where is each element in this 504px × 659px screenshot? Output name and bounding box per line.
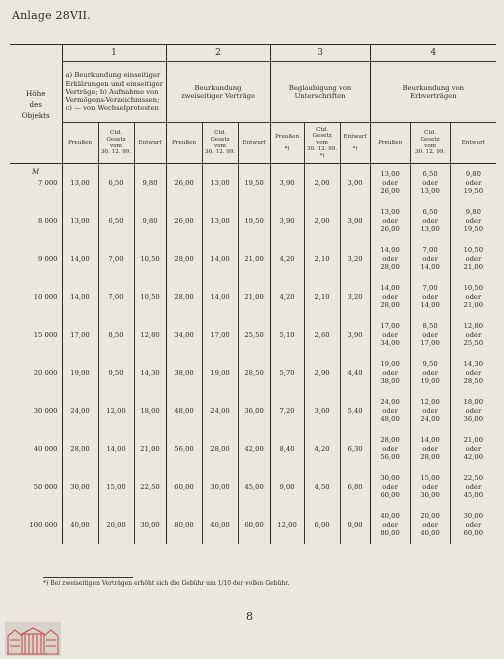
value-single: 13,00 bbox=[380, 208, 400, 217]
sub-preussen: Preußen bbox=[62, 123, 98, 164]
table-cell: 17,00 bbox=[202, 316, 238, 354]
table-cell: 2,10 bbox=[304, 278, 340, 316]
table-row bbox=[10, 354, 496, 392]
value-double: 19,00 bbox=[420, 377, 440, 386]
value-single: 9,80 bbox=[465, 170, 481, 179]
table-cell-stacked bbox=[410, 506, 450, 544]
value-double: 24,00 bbox=[420, 415, 440, 424]
table-cell: 17,00 bbox=[62, 316, 98, 354]
table-cell: 14,00 bbox=[62, 278, 98, 316]
row-hoehe: 20 000 bbox=[33, 369, 58, 377]
oder-word: oder bbox=[465, 330, 482, 339]
value-double: 38,00 bbox=[380, 377, 400, 386]
value-single: 28,00 bbox=[380, 436, 400, 445]
table-cell-stacked bbox=[370, 202, 410, 240]
table-cell: 12,80 bbox=[134, 316, 166, 354]
table-cell: 6,80 bbox=[340, 468, 370, 506]
col-number-1: 1 bbox=[62, 45, 166, 62]
table-row bbox=[10, 278, 496, 316]
oder-word: oder bbox=[422, 482, 438, 491]
table-cell: 40,00 bbox=[202, 506, 238, 544]
table-cell: 7,20 bbox=[270, 392, 304, 430]
unit-label: M bbox=[32, 168, 40, 176]
table-cell-stacked bbox=[370, 430, 410, 468]
value-double: 28,00 bbox=[380, 263, 400, 272]
table-cell-stacked bbox=[450, 316, 496, 354]
oder-word: oder bbox=[465, 216, 482, 225]
table-cell: 21,00 bbox=[134, 430, 166, 468]
col-number-4: 4 bbox=[370, 45, 496, 62]
oder-word: oder bbox=[382, 406, 398, 415]
oder-word: oder bbox=[422, 520, 438, 529]
value-double: 17,00 bbox=[420, 339, 440, 348]
table-cell: 12,00 bbox=[270, 506, 304, 544]
value-single: 7,00 bbox=[422, 246, 438, 255]
oder-word: oder bbox=[465, 444, 482, 453]
table-cell-stacked bbox=[370, 164, 410, 203]
sub-entwurf: Entwurf bbox=[450, 123, 496, 164]
value-double: 28,00 bbox=[380, 301, 400, 310]
col-number-3: 3 bbox=[270, 45, 370, 62]
value-double: 21,00 bbox=[463, 301, 484, 310]
table-cell: 3,90 bbox=[340, 316, 370, 354]
table-cell: 13,00 bbox=[202, 202, 238, 240]
value-double: 14,00 bbox=[420, 263, 440, 272]
table-cell: 40,00 bbox=[62, 506, 98, 544]
oder-word: oder bbox=[465, 406, 482, 415]
footnote: *) Bei zweiseitigen Verträgen erhöht sich die Gebühr um 1/10 der vollen Gebühr. bbox=[43, 580, 290, 587]
table-cell: 26,00 bbox=[166, 164, 202, 203]
table-cell: 14,30 bbox=[134, 354, 166, 392]
value-double: 60,00 bbox=[463, 529, 484, 538]
row-hoehe: 8 000 bbox=[38, 217, 58, 225]
value-single: 9,50 bbox=[422, 360, 438, 369]
table-row bbox=[10, 430, 496, 468]
value-double: 42,00 bbox=[463, 453, 484, 462]
table-cell: 34,00 bbox=[166, 316, 202, 354]
table-cell: 80,00 bbox=[166, 506, 202, 544]
value-double: 48,00 bbox=[380, 415, 400, 424]
value-single: 14,30 bbox=[463, 360, 484, 369]
stub-objekts: Objekts bbox=[21, 110, 50, 120]
table-cell: 45,00 bbox=[238, 468, 270, 506]
table-cell: 8,40 bbox=[270, 430, 304, 468]
table-cell: 22,50 bbox=[134, 468, 166, 506]
value-double: 14,00 bbox=[420, 301, 440, 310]
oder-word: oder bbox=[382, 254, 398, 263]
oder-word: oder bbox=[422, 444, 438, 453]
oder-word: oder bbox=[382, 216, 398, 225]
library-building-logo bbox=[5, 622, 61, 656]
table-cell: 6,50 bbox=[98, 202, 134, 240]
value-double: 36,00 bbox=[463, 415, 484, 424]
table-cell: 24,00 bbox=[62, 392, 98, 430]
oder-word: oder bbox=[422, 254, 438, 263]
table-cell: 3,00 bbox=[340, 202, 370, 240]
oder-word: oder bbox=[422, 178, 438, 187]
table-cell: 13,00 bbox=[62, 202, 98, 240]
table-cell-stacked bbox=[370, 316, 410, 354]
table-cell-stacked bbox=[370, 392, 410, 430]
sub-gesetz: Ctd. Gesetz vom 30. 12. 99. bbox=[98, 123, 134, 164]
sub-gesetz: Ctd. Gesetz vom 30. 12. 99. bbox=[410, 123, 450, 164]
value-double: 40,00 bbox=[420, 529, 440, 538]
value-single: 21,00 bbox=[463, 436, 484, 445]
table-cell: 13,00 bbox=[62, 164, 98, 203]
table-cell-stacked bbox=[410, 278, 450, 316]
value-single: 14,00 bbox=[380, 284, 400, 293]
table-cell: 19,50 bbox=[238, 202, 270, 240]
table-cell-stacked bbox=[410, 392, 450, 430]
value-single: 10,50 bbox=[463, 284, 484, 293]
value-single: 13,00 bbox=[380, 170, 400, 179]
table-cell: 2,60 bbox=[304, 316, 340, 354]
header-c3: Beglaubigung von Unterschriften bbox=[270, 62, 370, 123]
table-row bbox=[10, 316, 496, 354]
table-cell: 10,50 bbox=[134, 240, 166, 278]
table-cell: 2,10 bbox=[304, 240, 340, 278]
table-cell: 7,00 bbox=[98, 278, 134, 316]
oder-word: oder bbox=[382, 444, 398, 453]
table-cell: 5,70 bbox=[270, 354, 304, 392]
value-single: 6,50 bbox=[422, 170, 438, 179]
oder-word: oder bbox=[465, 520, 482, 529]
sub-preussen: Preußen bbox=[370, 123, 410, 164]
table-cell: 9,50 bbox=[98, 354, 134, 392]
value-single: 22,50 bbox=[463, 474, 484, 483]
value-single: 7,00 bbox=[422, 284, 438, 293]
table-cell-stacked bbox=[410, 430, 450, 468]
row-hoehe: 10 000 bbox=[33, 293, 58, 301]
table-cell: 3,60 bbox=[304, 392, 340, 430]
row-hoehe: 15 000 bbox=[33, 331, 58, 339]
table-cell-stacked bbox=[450, 354, 496, 392]
table-cell: 4,20 bbox=[270, 240, 304, 278]
table-cell: 6,00 bbox=[304, 506, 340, 544]
value-double: 28,50 bbox=[463, 377, 484, 386]
value-double: 25,50 bbox=[463, 339, 484, 348]
table-cell: 24,00 bbox=[202, 392, 238, 430]
table-cell-stacked bbox=[450, 468, 496, 506]
value-double: 21,00 bbox=[463, 263, 484, 272]
table-cell: 5,40 bbox=[340, 392, 370, 430]
value-single: 12,00 bbox=[420, 398, 440, 407]
oder-word: oder bbox=[382, 292, 398, 301]
oder-word: oder bbox=[422, 330, 438, 339]
value-single: 24,00 bbox=[380, 398, 400, 407]
table-cell-stacked bbox=[410, 316, 450, 354]
sub-gesetz-star: Ctd. Gesetz vom 30. 12. 99. *) bbox=[304, 123, 340, 164]
table-cell: 21,00 bbox=[238, 278, 270, 316]
table-cell: 28,00 bbox=[202, 430, 238, 468]
sub-preussen: Preußen bbox=[166, 123, 202, 164]
table-cell: 9,00 bbox=[270, 468, 304, 506]
table-cell-stacked bbox=[410, 202, 450, 240]
oder-word: oder bbox=[465, 292, 482, 301]
column-number-row bbox=[10, 45, 496, 62]
table-row bbox=[10, 164, 496, 203]
table-cell: 4,50 bbox=[304, 468, 340, 506]
table-cell: 60,00 bbox=[166, 468, 202, 506]
fee-table bbox=[10, 44, 496, 544]
value-double: 26,00 bbox=[380, 187, 400, 196]
header-c4: Beurkundung von Erbverträgen bbox=[370, 62, 496, 123]
table-cell: 5,10 bbox=[270, 316, 304, 354]
table-cell: 14,00 bbox=[62, 240, 98, 278]
sub-entwurf: Entwurf bbox=[134, 123, 166, 164]
table-cell: 4,20 bbox=[304, 430, 340, 468]
value-double: 13,00 bbox=[420, 187, 440, 196]
table-cell: 14,00 bbox=[202, 240, 238, 278]
table-cell: 38,00 bbox=[166, 354, 202, 392]
table-cell: 25,50 bbox=[238, 316, 270, 354]
anlage-label: Anlage 28VII. bbox=[12, 9, 91, 22]
value-single: 6,50 bbox=[422, 208, 438, 217]
value-single: 17,00 bbox=[380, 322, 400, 331]
table-cell: 3,00 bbox=[340, 164, 370, 203]
value-double: 80,00 bbox=[380, 529, 400, 538]
sub-entwurf-star: Entwurf *) bbox=[340, 123, 370, 164]
table-cell: 18,00 bbox=[134, 392, 166, 430]
table-cell: 28,00 bbox=[62, 430, 98, 468]
table-cell: 2,90 bbox=[304, 354, 340, 392]
value-single: 12,80 bbox=[463, 322, 484, 331]
value-single: 10,50 bbox=[463, 246, 484, 255]
stub-hoehe: Höhe bbox=[26, 88, 46, 98]
table-cell: 4,40 bbox=[340, 354, 370, 392]
table-row bbox=[10, 468, 496, 506]
table-cell: 8,50 bbox=[98, 316, 134, 354]
table-cell: 9,80 bbox=[134, 164, 166, 203]
table-cell-stacked bbox=[410, 354, 450, 392]
table-cell-stacked bbox=[450, 164, 496, 203]
value-single: 18,00 bbox=[463, 398, 484, 407]
oder-word: oder bbox=[382, 520, 398, 529]
table-cell: 15,00 bbox=[98, 468, 134, 506]
table-cell: 48,00 bbox=[166, 392, 202, 430]
oder-word: oder bbox=[382, 178, 398, 187]
table-cell: 12,00 bbox=[98, 392, 134, 430]
table-cell: 19,00 bbox=[202, 354, 238, 392]
table-cell-stacked bbox=[450, 278, 496, 316]
table-cell: 42,00 bbox=[238, 430, 270, 468]
table-cell: 19,00 bbox=[62, 354, 98, 392]
table-cell: 9,80 bbox=[134, 202, 166, 240]
table-cell: 30,00 bbox=[134, 506, 166, 544]
value-single: 40,00 bbox=[380, 512, 400, 521]
oder-word: oder bbox=[465, 178, 482, 187]
table-cell: 9,00 bbox=[340, 506, 370, 544]
stub-header bbox=[10, 45, 62, 164]
value-single: 15,00 bbox=[420, 474, 440, 483]
oder-word: oder bbox=[422, 368, 438, 377]
oder-word: oder bbox=[382, 330, 398, 339]
table-cell: 7,00 bbox=[98, 240, 134, 278]
value-double: 26,00 bbox=[380, 225, 400, 234]
table-cell-stacked bbox=[450, 240, 496, 278]
table-row bbox=[10, 202, 496, 240]
table-cell: 28,50 bbox=[238, 354, 270, 392]
header-c2: Beurkundung zweiseitiger Verträge bbox=[166, 62, 270, 123]
table-cell: 3,20 bbox=[340, 240, 370, 278]
table-cell: 21,00 bbox=[238, 240, 270, 278]
table-cell: 2,00 bbox=[304, 164, 340, 203]
header-row bbox=[10, 62, 496, 123]
sub-gesetz: Ctd. Gesetz vom 30. 12. 99. bbox=[202, 123, 238, 164]
value-double: 19,50 bbox=[463, 225, 484, 234]
value-double: 19,50 bbox=[463, 187, 484, 196]
value-single: 14,00 bbox=[380, 246, 400, 255]
value-double: 34,00 bbox=[380, 339, 400, 348]
oder-word: oder bbox=[422, 406, 438, 415]
table-cell: 6,50 bbox=[98, 164, 134, 203]
table-cell: 19,50 bbox=[238, 164, 270, 203]
row-hoehe: 50 000 bbox=[33, 483, 58, 491]
sub-entwurf: Entwurf bbox=[238, 123, 270, 164]
value-single: 20,00 bbox=[420, 512, 440, 521]
table-row bbox=[10, 240, 496, 278]
value-single: 30,00 bbox=[380, 474, 400, 483]
value-single: 9,80 bbox=[465, 208, 481, 217]
table-cell-stacked bbox=[450, 392, 496, 430]
table-cell: 2,00 bbox=[304, 202, 340, 240]
value-double: 45,00 bbox=[463, 491, 484, 500]
table-cell: 30,00 bbox=[62, 468, 98, 506]
table-cell-stacked bbox=[410, 164, 450, 203]
table-cell: 10,50 bbox=[134, 278, 166, 316]
oder-word: oder bbox=[465, 254, 482, 263]
value-single: 14,00 bbox=[420, 436, 440, 445]
table-cell: 4,20 bbox=[270, 278, 304, 316]
value-single: 19,00 bbox=[380, 360, 400, 369]
table-cell-stacked bbox=[370, 278, 410, 316]
table-cell: 14,00 bbox=[98, 430, 134, 468]
value-double: 28,00 bbox=[420, 453, 440, 462]
table-cell-stacked bbox=[450, 202, 496, 240]
table-cell: 3,90 bbox=[270, 202, 304, 240]
value-double: 13,00 bbox=[420, 225, 440, 234]
value-single: 8,50 bbox=[422, 322, 438, 331]
row-hoehe: 9 000 bbox=[38, 255, 58, 263]
table-cell: 20,00 bbox=[98, 506, 134, 544]
table-cell: 13,00 bbox=[202, 164, 238, 203]
table-row bbox=[10, 506, 496, 544]
footnote-rule bbox=[43, 577, 133, 578]
table-row bbox=[10, 392, 496, 430]
oder-word: oder bbox=[382, 482, 398, 491]
oder-word: oder bbox=[382, 368, 398, 377]
table-cell-stacked bbox=[450, 506, 496, 544]
oder-word: oder bbox=[422, 292, 438, 301]
table-cell: 36,00 bbox=[238, 392, 270, 430]
row-hoehe: 30 000 bbox=[33, 407, 58, 415]
table-cell-stacked bbox=[370, 506, 410, 544]
header-c1: a) Beurkundung einseitiger Erklärungen und einseitiger Verträge; b) Aufnahme von Vermögens-Verzeichnissen; c) — von Wechselprotesten bbox=[62, 62, 166, 123]
col-number-2: 2 bbox=[166, 45, 270, 62]
row-hoehe: 100 000 bbox=[29, 521, 58, 529]
oder-word: oder bbox=[422, 216, 438, 225]
row-hoehe: 40 000 bbox=[33, 445, 58, 453]
value-double: 56,00 bbox=[380, 453, 400, 462]
value-double: 30,00 bbox=[420, 491, 440, 500]
stub-des: des bbox=[29, 99, 43, 109]
table-cell: 14,00 bbox=[202, 278, 238, 316]
table-cell: 56,00 bbox=[166, 430, 202, 468]
value-single: 30,00 bbox=[463, 512, 484, 521]
table-cell: 26,00 bbox=[166, 202, 202, 240]
table-cell-stacked bbox=[410, 468, 450, 506]
table-cell: 28,00 bbox=[166, 278, 202, 316]
table-cell-stacked bbox=[370, 240, 410, 278]
page-number: 8 bbox=[246, 610, 253, 623]
table-cell: 6,30 bbox=[340, 430, 370, 468]
sub-preussen-star: Preußen *) bbox=[270, 123, 304, 164]
table-cell: 3,90 bbox=[270, 164, 304, 203]
table-cell-stacked bbox=[410, 240, 450, 278]
table-cell: 30,00 bbox=[202, 468, 238, 506]
table-cell-stacked bbox=[370, 354, 410, 392]
row-hoehe: 7 000 bbox=[38, 179, 58, 187]
table-cell-stacked bbox=[450, 430, 496, 468]
value-double: 60,00 bbox=[380, 491, 400, 500]
oder-word: oder bbox=[465, 482, 482, 491]
table-cell: 3,20 bbox=[340, 278, 370, 316]
table-cell: 28,00 bbox=[166, 240, 202, 278]
oder-word: oder bbox=[465, 368, 482, 377]
table-cell: 60,00 bbox=[238, 506, 270, 544]
table-cell-stacked bbox=[370, 468, 410, 506]
subheader-row bbox=[10, 123, 496, 164]
